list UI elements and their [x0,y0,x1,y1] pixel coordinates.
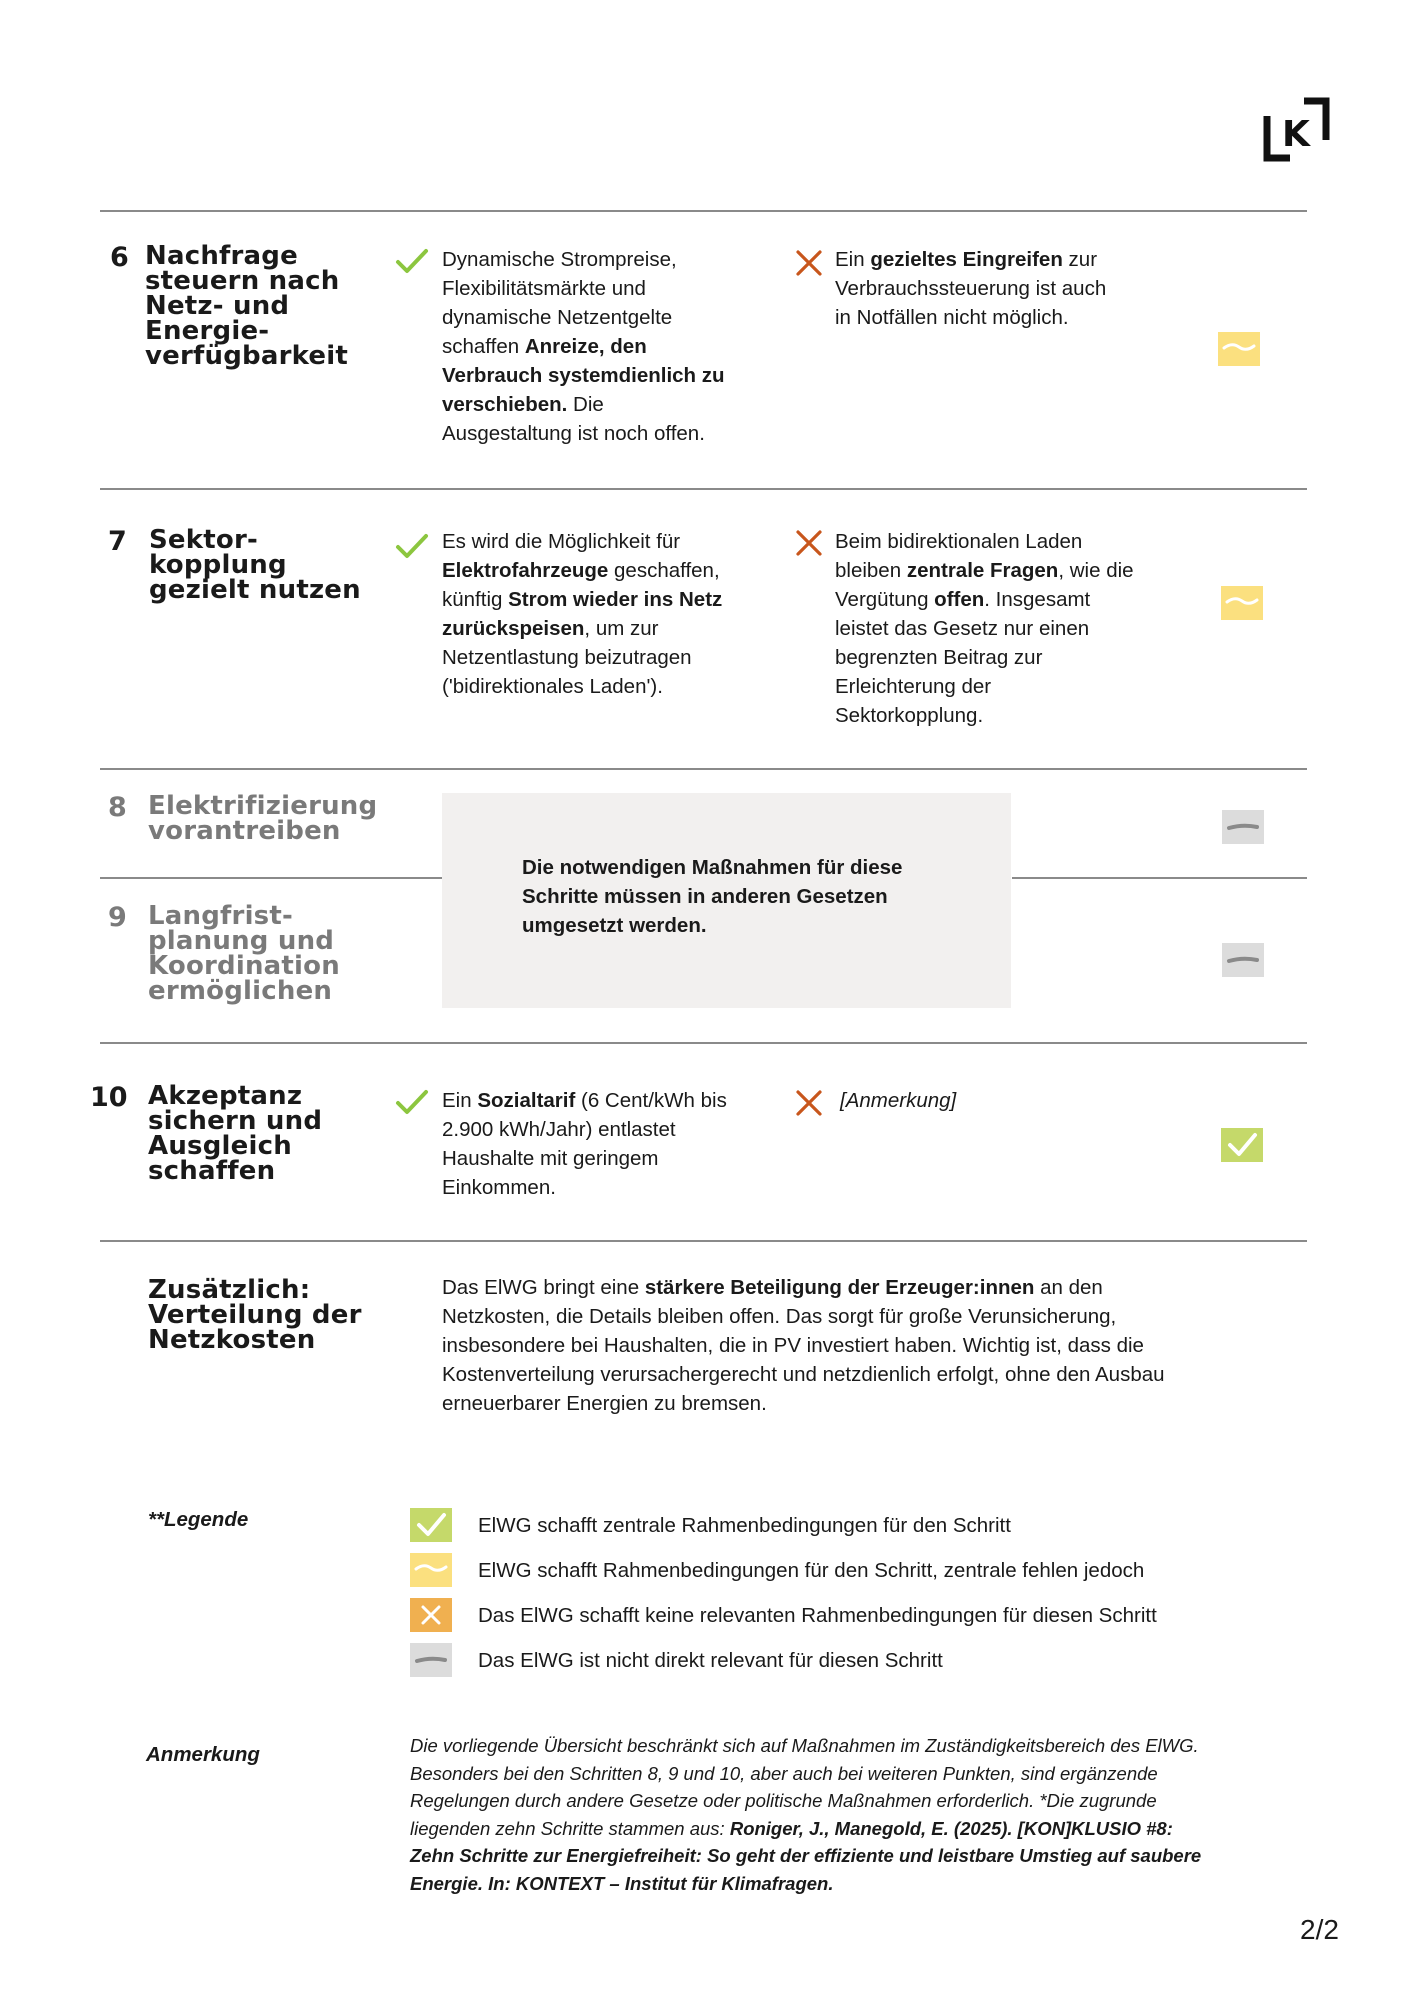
additional-text [442,1273,1165,1418]
text-line: ermöglichen [148,976,333,1006]
text-line: Regelungen durch andere Gesetze oder politische Maßnahmen erforderlich. *Die zugrunde [410,1790,1157,1811]
text-line: steuern nach [145,266,340,296]
divider [100,488,1307,490]
kontext-logo [1262,96,1332,166]
text-line: Verteilung der [148,1300,362,1330]
central-rating-badge [1221,1128,1263,1162]
cross-icon [794,528,824,563]
legend-label: Das ElWG ist nicht direkt relevant für diesen Schritt [478,1649,943,1672]
other-laws-note [522,853,902,940]
step-title [148,901,340,1006]
text-line: 2.900 kWh/Jahr) entlastet [442,1118,676,1141]
text-line: künftig Strom wieder ins Netz [442,588,723,611]
divider [100,210,1307,212]
text-line: Flexibilitätsmärkte und [442,277,646,300]
text-line: Elektrifizierung [148,791,378,821]
step-pro-text [442,245,725,448]
text-line: Ein Sozialtarif (6 Cent/kWh bis [442,1089,727,1112]
text-line: [Anmerkung] [840,1089,957,1112]
text-line: dynamische Netzentgelte [442,306,673,329]
other-laws-note-box [442,793,1011,1008]
text-line: Die notwendigen Maßnahmen für diese [522,856,903,879]
legend-label: ElWG schafft zentrale Rahmenbedingungen für den Schritt [478,1514,1011,1537]
text-line: gezielt nutzen [149,575,361,605]
text-line: Verbrauchssteuerung ist auch [835,277,1107,300]
not-relevant-rating-badge [1222,810,1264,844]
text-line: Haushalte mit geringem [442,1147,659,1170]
text-line: Zusätzlich: [148,1275,311,1305]
text-line: vorantreiben [148,816,341,846]
step-number: 6 [110,242,129,273]
text-line: Elektrofahrzeuge geschaffen, [442,559,720,582]
text-line: Nachfrage [145,241,298,271]
step-title [145,241,348,371]
step-title [148,791,378,846]
text-line: Erleichterung der [835,675,992,698]
cross-icon [794,248,824,283]
step-title [148,1081,323,1186]
step-pro-text [442,1086,727,1202]
text-line: Kostenverteilung verursachergerecht und netzdienlich erfolgt, ohne den Ausbau [442,1363,1165,1386]
step-con-text [840,1086,956,1115]
additional-title [148,1275,362,1355]
divider [100,1240,1307,1242]
text-line: Ausgestaltung ist noch offen. [442,422,705,445]
tilde-icon [410,1553,452,1587]
text-line: Energie- [145,316,270,346]
text-line: insbesondere bei Haushalten, die in PV investiert haben. Wichtig ist, dass die [442,1334,1144,1357]
text-line: Netzkosten, die Details bleiben offen. Das sorgt für große Verunsicherung, [442,1305,1117,1328]
divider [100,768,1307,770]
partial-rating-badge [1218,332,1260,366]
text-line: Das ElWG bringt eine stärkere Beteiligung der Erzeuger:innen an den [442,1276,1103,1299]
text-line: Dynamische Strompreise, [442,248,677,271]
step-number: 8 [108,792,127,823]
text-line: Netzentlastung beizutragen [442,646,692,669]
text-line: schaffen [148,1156,276,1186]
text-line: kopplung [149,550,287,580]
text-line: Akzeptanz [148,1081,303,1111]
text-line: bleiben zentrale Fragen, wie die [835,559,1134,582]
text-line: Energie. In: KONTEXT – Institut für Klimafragen. [410,1872,834,1894]
annotation-text [410,1732,1201,1897]
text-line: sichern und [148,1106,323,1136]
dash-icon [410,1643,452,1677]
text-line: planung und [148,926,335,956]
text-line: umgesetzt werden. [522,914,707,937]
legend-heading: **Legende [148,1508,249,1531]
text-line: Die vorliegende Übersicht beschränkt sich auf Maßnahmen im Zuständigkeitsbereich des ElWG. [410,1735,1199,1756]
text-line: verfügbarkeit [145,341,348,371]
step-number: 7 [108,526,127,557]
text-line: zurückspeisen, um zur [442,617,659,640]
check-icon [395,533,429,566]
partial-rating-badge [1221,586,1263,620]
text-line: liegenden zehn Schritte stammen aus: Roniger, J., Manegold, E. (2025). [KON]KLUSIO #8: [410,1817,1173,1839]
step-number: 9 [108,902,127,933]
text-line: erneuerbarer Energien zu bremsen. [442,1392,767,1415]
text-line: verschieben. Die [442,393,604,416]
legend-label: ElWG schafft Rahmenbedingungen für den Schritt, zentrale fehlen jedoch [478,1559,1145,1582]
not-relevant-rating-badge [1222,943,1264,977]
step-con-text [835,245,1106,332]
text-line: Zehn Schritte zur Energiefreiheit: So geht der effiziente und leistbare Umstieg auf saubere [410,1845,1202,1866]
text-line: Einkommen. [442,1176,556,1199]
text-line: Netz- und [145,291,290,321]
step-con-text [835,527,1134,730]
text-line: Besonders bei den Schritten 8, 9 und 10, aber auch bei weiteren Punkten, sind ergänzende [410,1762,1158,1784]
text-line: Koordination [148,951,340,981]
text-line: Verbrauch systemdienlich zu [442,364,725,387]
check-icon [395,248,429,281]
text-line: Sektorkopplung. [835,704,984,727]
text-line: Schritte müssen in anderen Gesetzen [522,885,888,908]
text-line: ('bidirektionales Laden'). [442,675,663,698]
text-line: schaffen Anreize, den [442,335,647,358]
text-line: in Notfällen nicht möglich. [835,306,1069,329]
text-line: Sektor- [149,525,258,555]
text-line: Ausgleich [148,1131,292,1161]
text-line: Vergütung offen. Insgesamt [835,588,1091,611]
text-line: Es wird die Möglichkeit für [442,530,681,553]
cross-icon [794,1088,824,1123]
annotation-heading: Anmerkung [146,1743,260,1766]
text-line: Netzkosten [148,1325,316,1355]
step-title [149,525,361,605]
text-line: begrenzten Beitrag zur [835,646,1043,669]
check-icon [395,1089,429,1122]
divider [100,877,442,879]
step-pro-text [442,527,722,701]
step-number: 10 [90,1082,128,1113]
legend-label: Das ElWG schafft keine relevanten Rahmenbedingungen für diesen Schritt [478,1604,1157,1627]
text-line: Beim bidirektionalen Laden [835,530,1083,553]
check-icon [410,1508,452,1542]
divider [1012,877,1307,879]
text-line: Ein gezieltes Eingreifen zur [835,248,1098,271]
divider [100,1042,1307,1044]
cross-icon [410,1598,452,1632]
page-number: 2/2 [1300,1914,1339,1945]
text-line: leistet das Gesetz nur einen [835,617,1090,640]
text-line: Langfrist- [148,901,293,931]
svg-text:K: K [1282,114,1310,155]
